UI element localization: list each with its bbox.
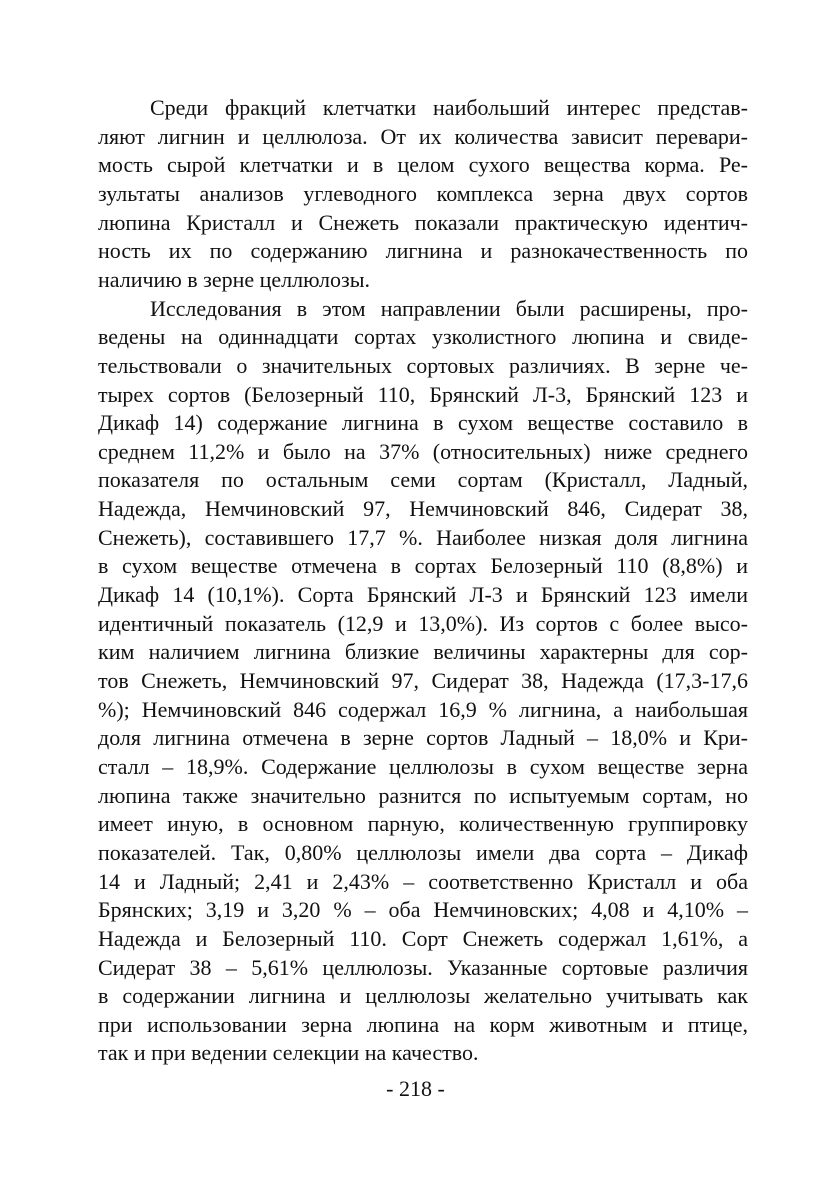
text-line: люпина Кристалл и Снежеть показали практическую идентич- — [98, 209, 748, 235]
text-line: идентичный показатель (12,9 и 13,0%). Из сортов с более высо- — [98, 610, 748, 636]
text-line: Снежеть), составившего 17,7 %. Наиболее низкая доля лигнина — [98, 524, 748, 550]
text-line: 14 и Ладный; 2,41 и 2,43% – соответственно Кристалл и оба — [98, 868, 748, 894]
text-line: показателей. Так, 0,80% целлюлозы имели два сорта – Дикаф — [98, 839, 748, 865]
text-line: люпина также значительно разнится по испытуемым сортам, но — [98, 782, 748, 808]
text-line: тельствовали о значительных сортовых различиях. В зерне че- — [98, 352, 748, 378]
text-line: Дикаф 14 (10,1%). Сорта Брянский Л-3 и Брянский 123 имели — [98, 582, 748, 607]
text-line: ляют лигнин и целлюлоза. От их количества зависит перевари- — [98, 123, 748, 149]
text-line: доля лигнина отмечена в зерне сортов Ладный – 18,0% и Кри- — [98, 725, 748, 751]
text-line: показателя по остальным семи сортам (Кристалл, Ладный, — [98, 467, 748, 493]
text-line: сталл – 18,9%. Содержание целлюлозы в сухом веществе зерна — [98, 753, 748, 779]
text-line: тырех сортов (Белозерный 110, Брянский Л-3, Брянский 123 и — [98, 381, 748, 407]
text-line: Надежда и Белозерный 110. Сорт Снежеть содержал 1,61%, а — [98, 925, 748, 951]
text-line: при использовании зерна люпина на корм животным и птице, — [98, 1011, 748, 1037]
text-line: ность их по содержанию лигнина и разнокачественность по — [98, 238, 748, 264]
text-line: тов Снежеть, Немчиновский 97, Сидерат 38, Надежда (17,3-17,6 — [98, 668, 748, 693]
text-line: ким наличием лигнина близкие величины характерны для сор- — [98, 639, 748, 665]
text-line: наличию в зерне целлюлозы. — [98, 266, 370, 292]
text-line: Сидерат 38 – 5,61% целлюлозы. Указанные сортовые различия — [98, 954, 748, 980]
text-line: в сухом веществе отмечена в сортах Белозерный 110 (8,8%) и — [98, 553, 748, 579]
paragraph-first-line: Среди фракций клетчатки наибольший интерес представ- — [150, 95, 748, 120]
text-line: мость сырой клетчатки и в целом сухого вещества корма. Ре- — [98, 152, 748, 178]
text-line: зультаты анализов углеводного комплекса зерна двух сортов — [98, 180, 748, 206]
text-line: Брянских; 3,19 и 3,20 % – оба Немчиновских; 4,08 и 4,10% – — [98, 897, 748, 923]
text-line: в содержании лигнина и целлюлозы желательно учитывать как — [98, 983, 748, 1009]
text-line: имеет иную, в основном парную, количественную группировку — [98, 811, 748, 837]
text-line: %); Немчиновский 846 содержал 16,9 % лигнина, а наибольшая — [98, 696, 748, 722]
text-line: Надежда, Немчиновский 97, Немчиновский 846, Сидерат 38, — [98, 496, 748, 522]
paragraph-first-line: Исследования в этом направлении были расширены, про- — [150, 295, 748, 321]
text-line: Дикаф 14) содержание лигнина в сухом веществе составило в — [98, 410, 748, 436]
page-number: - 218 - — [386, 1076, 445, 1101]
text-line: так и при ведении селекции на качество. — [98, 1040, 479, 1066]
text-line: среднем 11,2% и было на 37% (относительных) ниже среднего — [98, 438, 748, 464]
text-line: ведены на одиннадцати сортах узколистного люпина и свиде- — [98, 324, 748, 350]
